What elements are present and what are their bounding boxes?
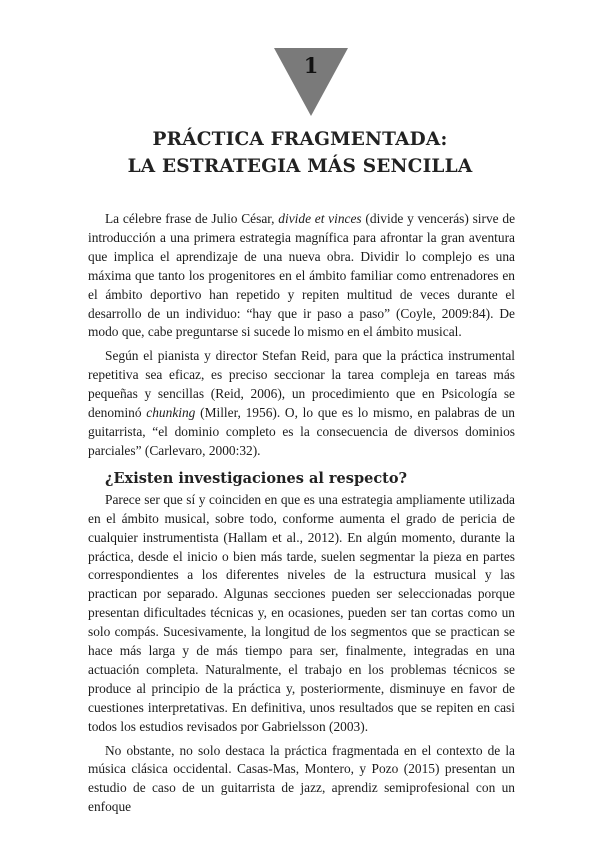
chapter-number: 1 xyxy=(303,53,319,78)
paragraph-1: La célebre frase de Julio César, divide et vinces (divide y vencerás) sirve de introducción a una primera estrategia magnífica para afrontar la gran aventura que implica el aprendizaje de una nueva obra. Dividir lo complejo es una máxima que tanto los progenitores en el ámbito familiar como entrenadores en el ámbito deportivo han repetido y repiten multitud de veces durante el desarrollo de un individuo: “hay que ir paso a paso” (Coyle, 2009:84). De modo que, cabe preguntarse si sucede lo mismo en el ámbito musical. xyxy=(88,211,516,340)
section-heading: ¿Existen investigaciones al respecto? xyxy=(105,469,408,487)
paragraph-4: No obstante, no solo destaca la práctica fragmentada en el contexto de la música clásica occidental. Casas-Mas, Montero, y Pozo (2015) presentan un estudio de caso de un guitarrista de jazz, aprendiz semiprofesional con un enfoque xyxy=(88,742,515,815)
latin-phrase: divide et vinces xyxy=(278,211,362,226)
chunking-term: chunking xyxy=(146,405,196,421)
paragraph-3: Parece ser que sí y coinciden en que es una estrategia ampliamente utilizada en el ámbito musical, sobre todo, conforme aumenta el grado de pericia de cualquier instrumentista (Hallam et al., 2012). En algún momento, durante la práctica, desde el inicio o bien más tarde, suelen segmentar la pieza en partes correspondientes a los diferentes niveles de la estructura musical y las practican por separado. Algunas secciones pueden ser seleccionadas porque presentan dificultades técnicas y, en ocasiones, pueden ser tan cortas como un solo compás. Sucesivamente, la longitud de los segmentos que se practican se hace más larga y de más tiempo para ser, finalmente, integradas en una actuación completa. Naturalmente, el trabajo en los problemas técnicos se produce al principio de la práctica y, posteriormente, disminuye en favor de cuestiones interpretativas. En definitiva, unos resultados que se repiten en casi todos los estudios revisados por Gabrielsson (2003). xyxy=(88,491,515,734)
chapter-title-line-1: PRÁCTICA FRAGMENTADA: xyxy=(152,129,448,150)
chapter-title-line-2: LA ESTRATEGIA MÁS SENCILLA xyxy=(127,156,473,177)
paragraph-2: Según el pianista y director Stefan Reid, para que la práctica instrumental repetitiva sea eficaz, es preciso seccionar la tarea compleja en tareas más pequeñas y sencillas (Reid, 2006), un procedimiento que en Psicología se denominó chunking (Miller, 1956). O, lo que es lo mismo, en palabras de un guitarrista, “el dominio completo es la consecuencia de diversos dominios parciales” (Carlevaro, 2000:32). xyxy=(88,348,515,458)
body-text xyxy=(88,210,515,822)
chapter-number-badge xyxy=(270,48,352,116)
